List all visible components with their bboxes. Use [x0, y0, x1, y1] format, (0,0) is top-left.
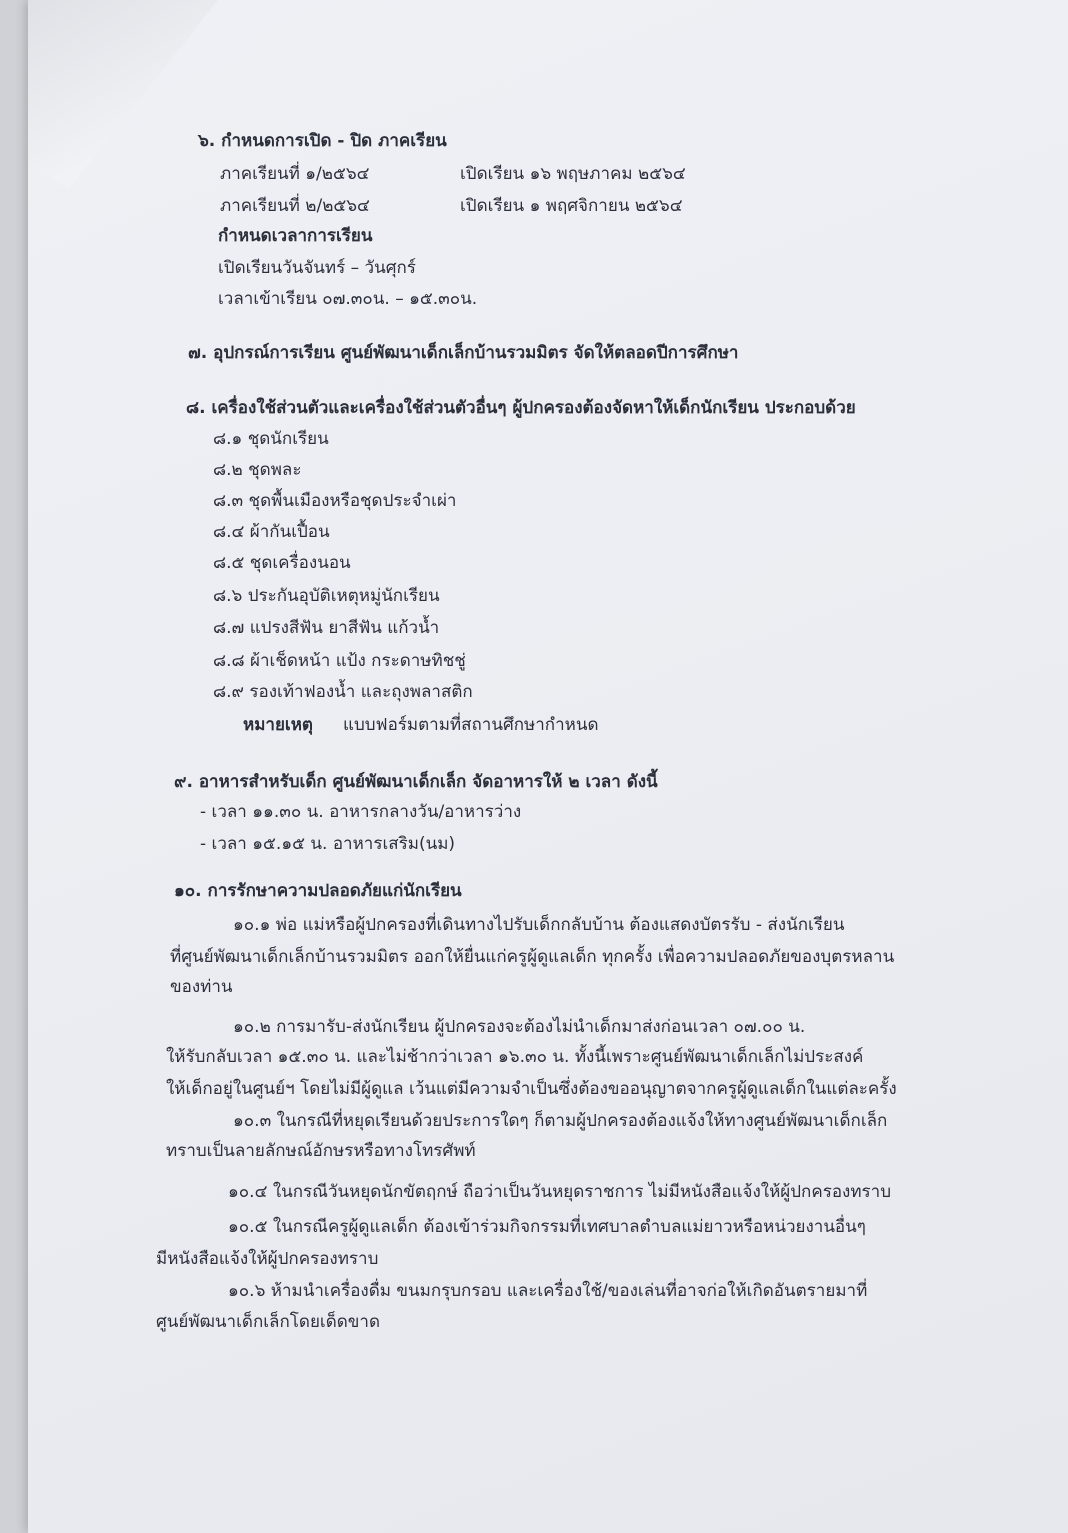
paragraph-line: ๑๐.๖ ห้ามนำเครื่องดื่ม ขนมกรุบกรอบ และเครื่องใช้/ของเล่นที่อาจก่อให้เกิดอันตรายมาที่	[228, 1281, 868, 1301]
term-2-label: ภาคเรียนที่ ๒/๒๕๖๔	[220, 196, 370, 216]
list-item: ๘.๓ ชุดพื้นเมืองหรือชุดประจำเผ่า	[213, 491, 457, 511]
paragraph-line: ๑๐.๒ การมารับ-ส่งนักเรียน ผู้ปกครองจะต้องไม่นำเด็กมาส่งก่อนเวลา ๐๗.๐๐ น.	[233, 1017, 806, 1037]
schedule-title: กำหนดเวลาการเรียน	[218, 226, 373, 246]
section-9-title: ๙. อาหารสำหรับเด็ก ศูนย์พัฒนาเด็กเล็ก จัดอาหารให้ ๒ เวลา ดังนี้	[174, 772, 658, 792]
list-item: ๘.๖ ประกันอุบัติเหตุหมู่นักเรียน	[213, 586, 440, 606]
paragraph-line: ให้เด็กอยู่ในศูนย์ฯ โดยไม่มีผู้ดูแล เว้นแต่มีความจำเป็นซึ่งต้องขออนุญาตจากครูผู้ดูแลเด็กในแต่ละครั้ง	[166, 1079, 897, 1099]
list-item: ๘.๑ ชุดนักเรียน	[213, 429, 329, 449]
paragraph-line: ให้รับกลับเวลา ๑๕.๓๐ น. และไม่ช้ากว่าเวลา ๑๖.๓๐ น. ทั้งนี้เพราะศูนย์พัฒนาเด็กเล็กไม่ประสงค์	[166, 1047, 864, 1067]
schedule-time: เวลาเข้าเรียน ๐๗.๓๐น. – ๑๕.๓๐น.	[218, 289, 478, 309]
list-item: ๘.๙ รองเท้าฟองน้ำ และถุงพลาสติก	[213, 682, 473, 702]
paragraph-line: ๑๐.๑ พ่อ แม่หรือผู้ปกครองที่เดินทางไปรับเด็กกลับบ้าน ต้องแสดงบัตรรับ - ส่งนักเรียน	[233, 915, 845, 935]
paragraph-line: ที่ศูนย์พัฒนาเด็กเล็กบ้านรวมมิตร ออกให้ยื่นแก่ครูผู้ดูแลเด็ก ทุกครั้ง เพื่อความปลอดภัยของบุตรหลาน	[170, 947, 895, 967]
paragraph-line: ๑๐.๕ ในกรณีครูผู้ดูแลเด็ก ต้องเข้าร่วมกิจกรรมที่เทศบาลตำบลแม่ยาวหรือหน่วยงานอื่นๆ	[228, 1217, 866, 1237]
list-item: ๘.๘ ผ้าเช็ดหน้า แป้ง กระดาษทิชชู่	[213, 651, 466, 671]
list-item: ๘.๔ ผ้ากันเปื้อน	[213, 522, 330, 542]
list-item: ๘.๗ แปรงสีฟัน ยาสีฟัน แก้วน้ำ	[213, 618, 440, 638]
note-text: แบบฟอร์มตามที่สถานศึกษากำหนด	[343, 715, 599, 735]
paragraph-line: ศูนย์พัฒนาเด็กเล็กโดยเด็ดขาด	[156, 1312, 380, 1332]
section-8-title: ๘. เครื่องใช้ส่วนตัวและเครื่องใช้ส่วนตัวอื่นๆ ผู้ปกครองต้องจัดหาให้เด็กนักเรียน ประกอบด้วย	[186, 398, 856, 418]
section-10-title: ๑๐. การรักษาความปลอดภัยแก่นักเรียน	[174, 881, 462, 901]
meal-item: - เวลา ๑๕.๑๕ น. อาหารเสริม(นม)	[200, 834, 456, 854]
paragraph-line: มีหนังสือแจ้งให้ผู้ปกครองทราบ	[156, 1249, 379, 1269]
folded-page-corner	[28, 0, 328, 190]
schedule-days: เปิดเรียนวันจันทร์ – วันศุกร์	[218, 258, 416, 278]
list-item: ๘.๒ ชุดพละ	[213, 460, 302, 480]
paragraph-line: ของท่าน	[170, 977, 233, 997]
note-label: หมายเหตุ	[243, 715, 313, 735]
meal-item: - เวลา ๑๑.๓๐ น. อาหารกลางวัน/อาหารว่าง	[200, 802, 522, 822]
paragraph-line: ๑๐.๓ ในกรณีที่หยุดเรียนด้วยประการใดๆ ก็ตามผู้ปกครองต้องแจ้งให้ทางศูนย์พัฒนาเด็กเล็ก	[233, 1111, 888, 1131]
paragraph-line: ทราบเป็นลายลักษณ์อักษรหรือทางโทรศัพท์	[166, 1141, 476, 1161]
document-page	[28, 0, 1068, 1533]
paragraph-line: ๑๐.๔ ในกรณีวันหยุดนักขัตฤกษ์ ถือว่าเป็นวันหยุดราชการ ไม่มีหนังสือแจ้งให้ผู้ปกครองทราบ	[228, 1182, 892, 1202]
section-6-title: ๖. กำหนดการเปิด - ปิด ภาคเรียน	[198, 131, 447, 151]
list-item: ๘.๕ ชุดเครื่องนอน	[213, 553, 351, 573]
section-7-title: ๗. อุปกรณ์การเรียน ศูนย์พัฒนาเด็กเล็กบ้านรวมมิตร จัดให้ตลอดปีการศึกษา	[188, 343, 739, 363]
term-1-label: ภาคเรียนที่ ๑/๒๕๖๔	[220, 164, 370, 184]
term-1-open: เปิดเรียน ๑๖ พฤษภาคม ๒๕๖๔	[460, 164, 686, 184]
term-2-open: เปิดเรียน ๑ พฤศจิกายน ๒๕๖๔	[460, 196, 683, 216]
